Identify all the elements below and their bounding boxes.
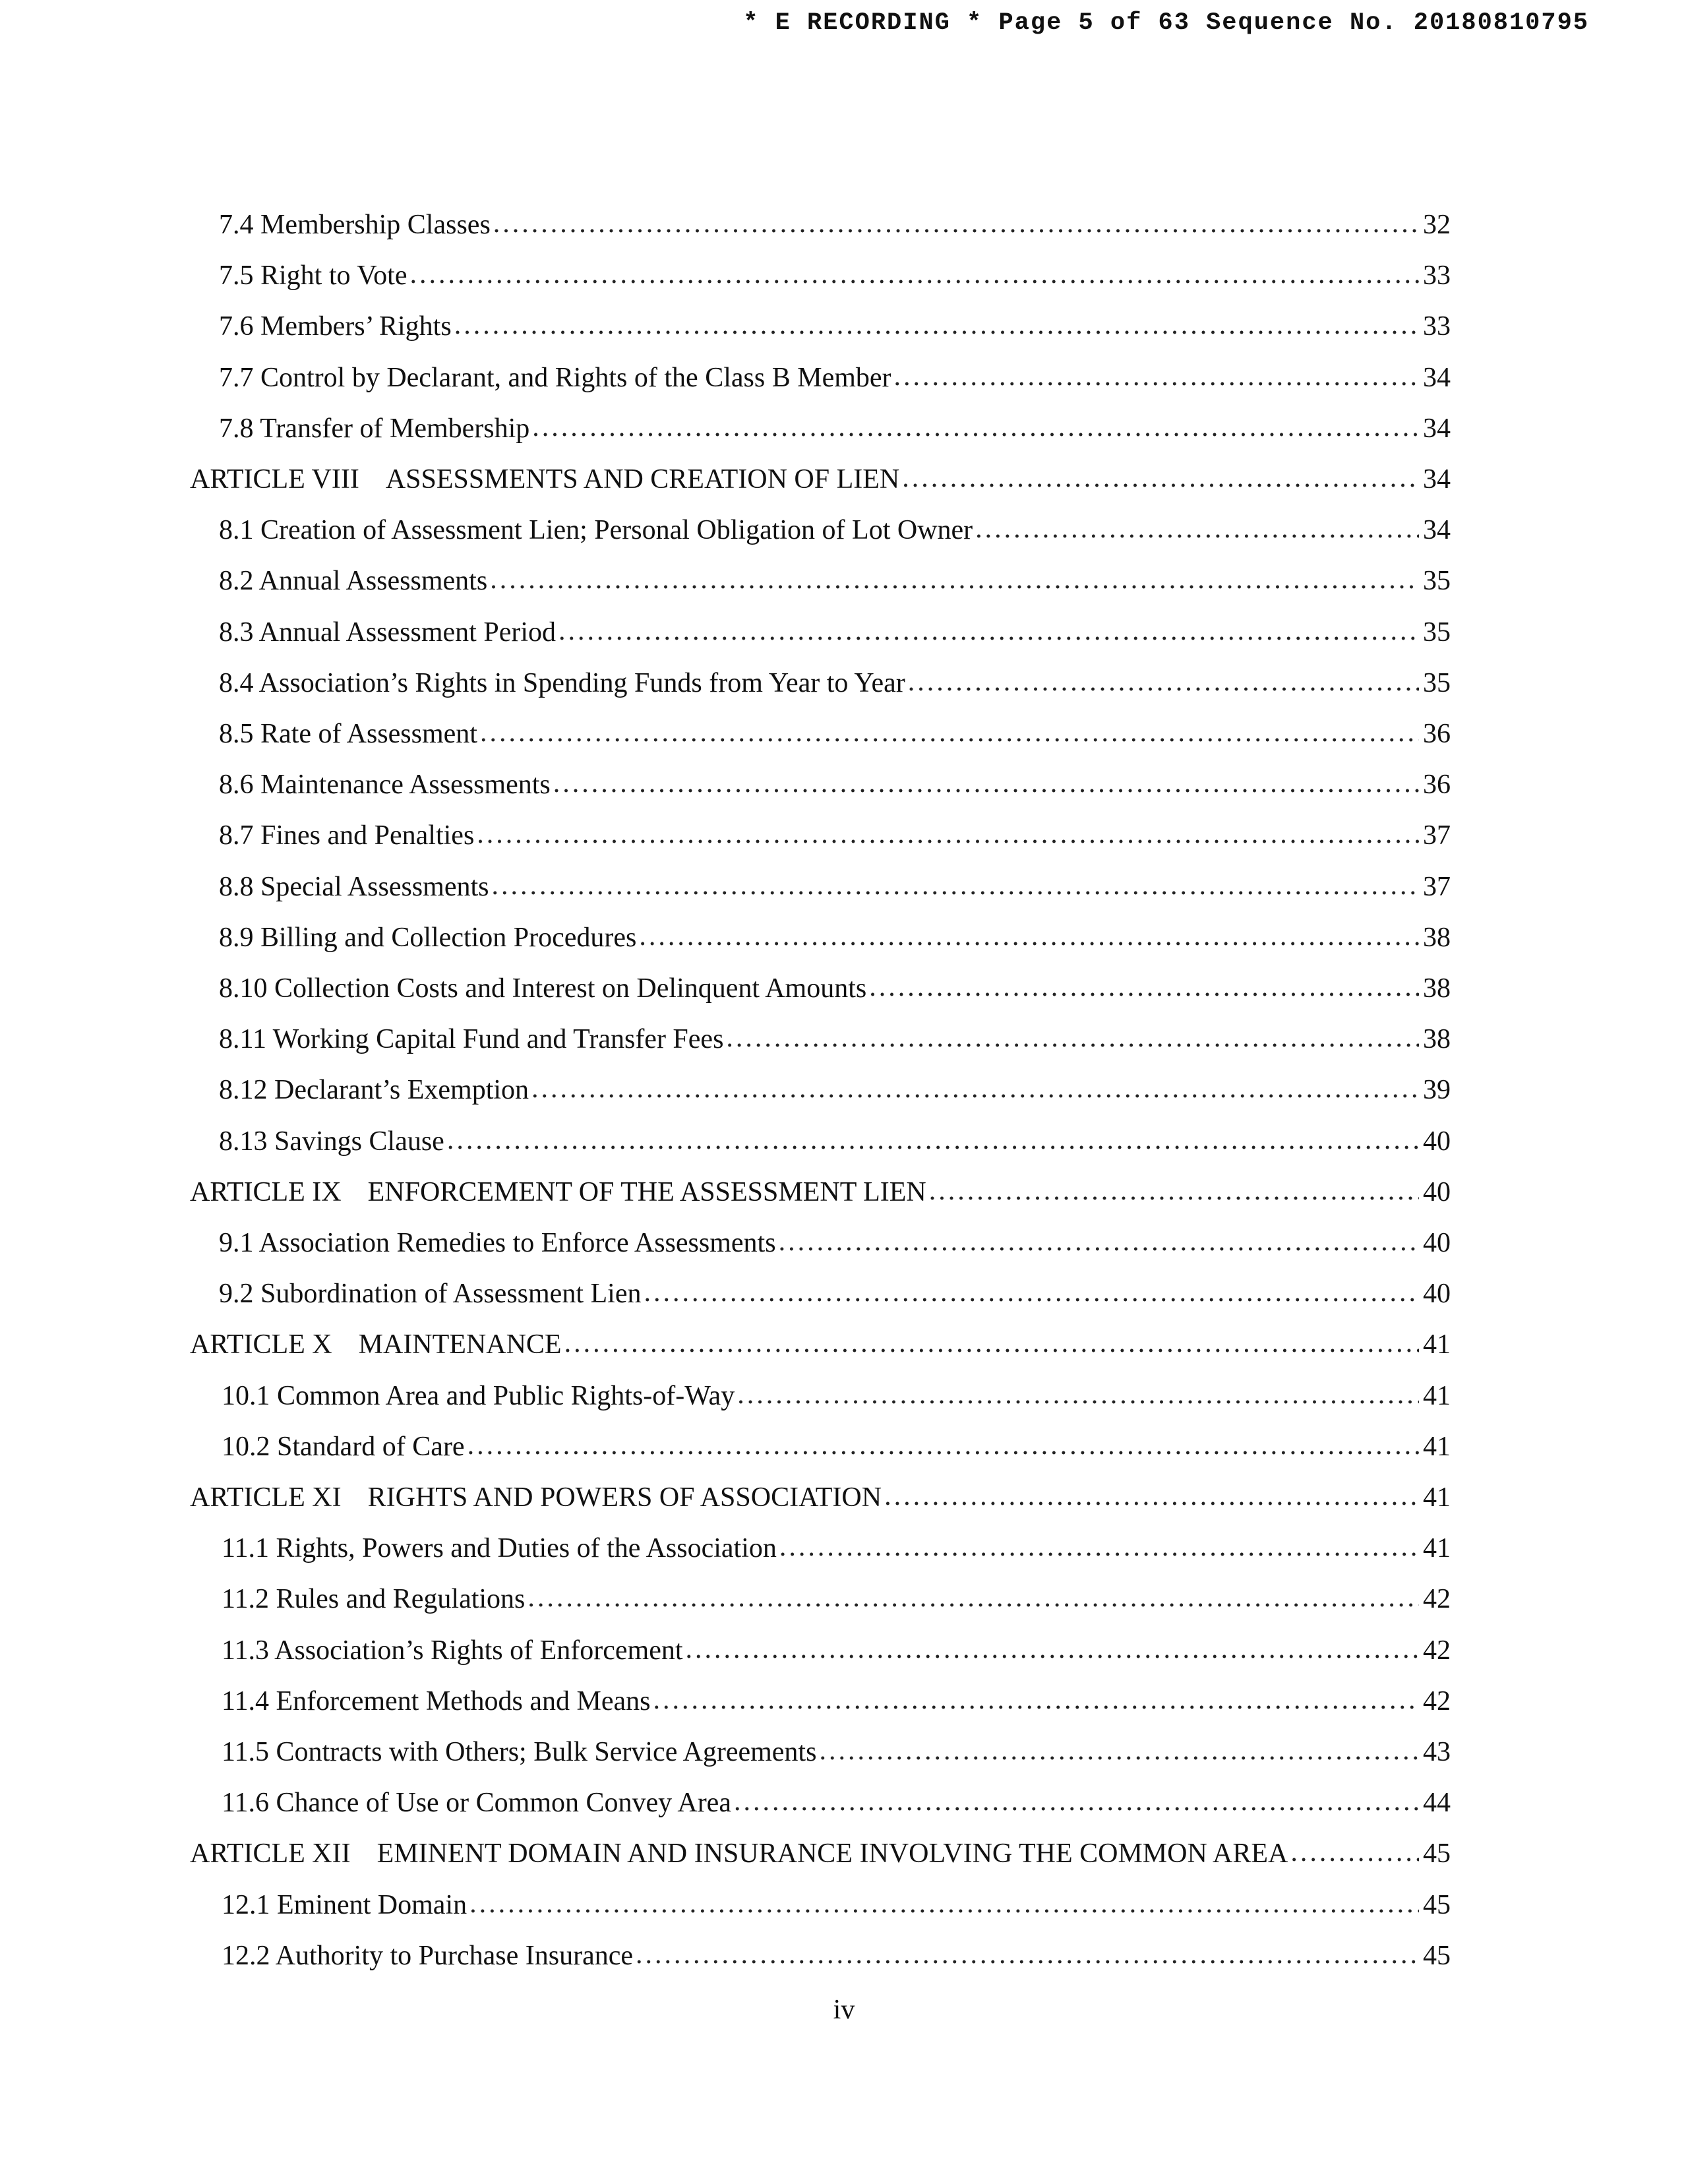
toc-section-row[interactable] [219,708,1451,748]
toc-article-heading [190,1331,564,1358]
toc-dot-leader [779,1228,1419,1257]
toc-section-title: 11.3 Association’s Rights of Enforcement [222,1637,686,1664]
toc-page-number: 42 [1423,1584,1451,1615]
toc-page-number: 33 [1423,311,1451,342]
toc-article-number: ARTICLE XI [190,1482,342,1513]
toc-article-row[interactable] [190,1167,1451,1206]
toc-dot-leader [639,923,1419,952]
toc-dot-leader [653,1686,1419,1715]
toc-page-number: 34 [1423,464,1451,495]
toc-page-number: 41 [1423,1431,1451,1462]
toc-dot-leader [779,1533,1419,1562]
toc-article-number: ARTICLE X [190,1329,332,1360]
toc-page-number: 43 [1423,1737,1451,1767]
toc-section-row[interactable] [222,1523,1451,1562]
toc-page-number: 38 [1423,973,1451,1004]
toc-dot-leader [467,1432,1419,1461]
toc-dot-leader [469,1890,1419,1919]
toc-section-title: 8.5 Rate of Assessment [219,720,480,748]
toc-section-title: 11.5 Contracts with Others; Bulk Service Agreements [222,1738,819,1766]
toc-page-number: 34 [1423,413,1451,444]
toc-dot-leader [636,1941,1419,1970]
toc-dot-leader [1290,1838,1419,1867]
toc-article-row[interactable] [190,1828,1451,1867]
toc-article-title: ASSESSMENTS AND CREATION OF LIEN [385,464,900,495]
toc-section-title: 12.2 Authority to Purchase Insurance [222,1942,636,1970]
toc-dot-leader [480,719,1419,748]
toc-page-number: 44 [1423,1788,1451,1819]
toc-section-row[interactable] [222,1879,1451,1919]
toc-section-title: 7.7 Control by Declarant, and Rights of the Class B Member [219,364,894,392]
toc-dot-leader [531,1075,1419,1104]
toc-page-number: 40 [1423,1126,1451,1157]
toc-section-row[interactable] [219,1268,1451,1308]
toc-dot-leader [454,311,1419,340]
toc-section-row[interactable] [222,1726,1451,1766]
toc-page-number: 37 [1423,820,1451,851]
toc-section-title: 12.1 Eminent Domain [222,1891,469,1919]
toc-article-number: ARTICLE XII [190,1838,351,1869]
toc-section-row[interactable] [219,555,1451,595]
toc-dot-leader [869,973,1419,1002]
toc-dot-leader [644,1279,1419,1308]
toc-dot-leader [490,566,1419,595]
toc-page-number: 42 [1423,1635,1451,1666]
toc-article-number: ARTICLE VIII [190,464,359,495]
toc-section-row[interactable] [219,912,1451,952]
toc-section-title: 9.1 Association Remedies to Enforce Assessments [219,1229,779,1257]
toc-dot-leader [686,1635,1419,1664]
toc-dot-leader [819,1737,1419,1766]
toc-page-number: 41 [1423,1482,1451,1513]
toc-section-row[interactable] [219,1014,1451,1053]
toc-dot-leader [737,1381,1419,1410]
toc-page-number: 34 [1423,515,1451,546]
toc-page-number: 45 [1423,1838,1451,1869]
toc-section-row[interactable] [219,199,1451,239]
toc-article-heading [190,1178,929,1206]
toc-dot-leader [908,668,1419,697]
toc-page-number: 41 [1423,1329,1451,1360]
toc-section-row[interactable] [219,607,1451,646]
toc-article-title: EMINENT DOMAIN AND INSURANCE INVOLVING THE COMMON AREA [377,1838,1288,1869]
toc-page-number: 40 [1423,1228,1451,1258]
toc-page-number: 33 [1423,260,1451,291]
toc-dot-leader [532,413,1419,442]
toc-page-number: 35 [1423,667,1451,698]
toc-section-title: 8.11 Working Capital Fund and Transfer Fees [219,1025,726,1053]
toc-dot-leader [734,1788,1419,1817]
toc-section-title: 7.8 Transfer of Membership [219,415,532,442]
toc-section-title: 8.1 Creation of Assessment Lien; Personal Obligation of Lot Owner [219,516,975,544]
toc-article-number: ARTICLE IX [190,1176,342,1207]
toc-dot-leader [553,770,1419,799]
toc-page-number: 39 [1423,1075,1451,1106]
toc-dot-leader [929,1177,1419,1206]
toc-section-row[interactable] [219,301,1451,340]
toc-section-title: 10.2 Standard of Care [222,1433,467,1461]
toc-section-title: 11.2 Rules and Regulations [222,1585,528,1613]
toc-section-title: 11.4 Enforcement Methods and Means [222,1687,653,1715]
toc-section-row[interactable] [219,250,1451,289]
toc-section-title: 10.1 Common Area and Public Rights-of-Way [222,1382,737,1410]
toc-section-row[interactable] [222,1625,1451,1664]
toc-page-number: 35 [1423,617,1451,648]
toc-page-number: 36 [1423,719,1451,749]
toc-section-row[interactable] [219,657,1451,697]
toc-section-row[interactable] [219,1116,1451,1155]
toc-section-row[interactable] [222,1573,1451,1613]
toc-section-title: 8.8 Special Assessments [219,873,491,901]
toc-article-heading [190,1840,1290,1867]
toc-article-row[interactable] [190,454,1451,493]
toc-page-number: 45 [1423,1940,1451,1971]
toc-section-title: 8.2 Annual Assessments [219,567,490,595]
toc-article-row[interactable] [190,1472,1451,1511]
toc-page-number: 36 [1423,770,1451,801]
toc-section-title: 8.4 Association’s Rights in Spending Funds from Year to Year [219,669,908,697]
toc-article-heading [190,1484,884,1511]
toc-section-title: 8.12 Declarant’s Exemption [219,1076,531,1104]
toc-article-title: ENFORCEMENT OF THE ASSESSMENT LIEN [367,1176,926,1207]
toc-section-row[interactable] [219,1064,1451,1104]
toc-section-title: 8.10 Collection Costs and Interest on Delinquent Amounts [219,975,869,1002]
toc-section-row[interactable] [219,963,1451,1002]
toc-section-title: 7.6 Members’ Rights [219,313,454,340]
toc-dot-leader [477,820,1419,849]
toc-section-row[interactable] [219,1217,1451,1257]
toc-section-title: 8.13 Savings Clause [219,1128,447,1155]
toc-page-number: 41 [1423,1533,1451,1564]
toc-section-row[interactable] [219,810,1451,849]
toc-dot-leader [726,1024,1419,1053]
toc-section-row[interactable] [219,759,1451,799]
toc-page-number: 37 [1423,871,1451,902]
toc-page-number: 35 [1423,566,1451,597]
toc-section-row[interactable] [219,504,1451,544]
toc-page-number: 42 [1423,1685,1451,1716]
toc-section-row[interactable] [222,1370,1451,1410]
toc-dot-leader [491,872,1419,901]
toc-dot-leader [447,1126,1419,1155]
toc-dot-leader [528,1584,1419,1613]
toc-section-title: 11.1 Rights, Powers and Duties of the Association [222,1534,779,1562]
toc-dot-leader [975,515,1419,544]
toc-page-number: 34 [1423,362,1451,393]
toc-page-number: 32 [1423,210,1451,240]
toc-section-title: 8.9 Billing and Collection Procedures [219,924,639,952]
toc-section-title: 8.6 Maintenance Assessments [219,771,553,799]
toc-article-heading [190,466,902,493]
toc-dot-leader [558,617,1419,646]
toc-section-title: 7.4 Membership Classes [219,211,493,239]
toc-dot-leader [894,363,1419,392]
toc-dot-leader [493,210,1419,239]
toc-section-title: 11.6 Chance of Use or Common Convey Area [222,1789,734,1817]
toc-section-row[interactable] [219,403,1451,442]
toc-section-title: 9.2 Subordination of Assessment Lien [219,1280,644,1308]
toc-section-title: 7.5 Right to Vote [219,262,410,289]
toc-dot-leader [884,1482,1419,1511]
toc-page-number: 38 [1423,922,1451,953]
toc-page-number: 38 [1423,1024,1451,1055]
toc-page-number: 41 [1423,1380,1451,1411]
toc-section-row[interactable] [222,1777,1451,1817]
toc-page-number: 40 [1423,1279,1451,1310]
toc-article-title: RIGHTS AND POWERS OF ASSOCIATION [367,1482,882,1513]
toc-section-title: 8.3 Annual Assessment Period [219,619,558,646]
toc-section-row[interactable] [222,1421,1451,1461]
toc-article-title: MAINTENANCE [358,1329,562,1360]
toc-article-row[interactable] [190,1319,1451,1358]
page-number: iv [833,1995,855,2025]
toc-section-row[interactable] [222,1676,1451,1715]
toc-section-row[interactable] [219,352,1451,392]
toc-dot-leader [410,260,1420,289]
recording-stamp: * E RECORDING * Page 5 of 63 Sequence No. 20180810795 [743,9,1589,37]
toc-section-row[interactable] [219,861,1451,901]
toc-page-number: 40 [1423,1176,1451,1207]
toc-section-row[interactable] [222,1930,1451,1970]
toc-dot-leader [902,464,1419,493]
toc-section-title: 8.7 Fines and Penalties [219,822,477,849]
toc-dot-leader [564,1329,1419,1358]
toc-page-number: 45 [1423,1889,1451,1920]
